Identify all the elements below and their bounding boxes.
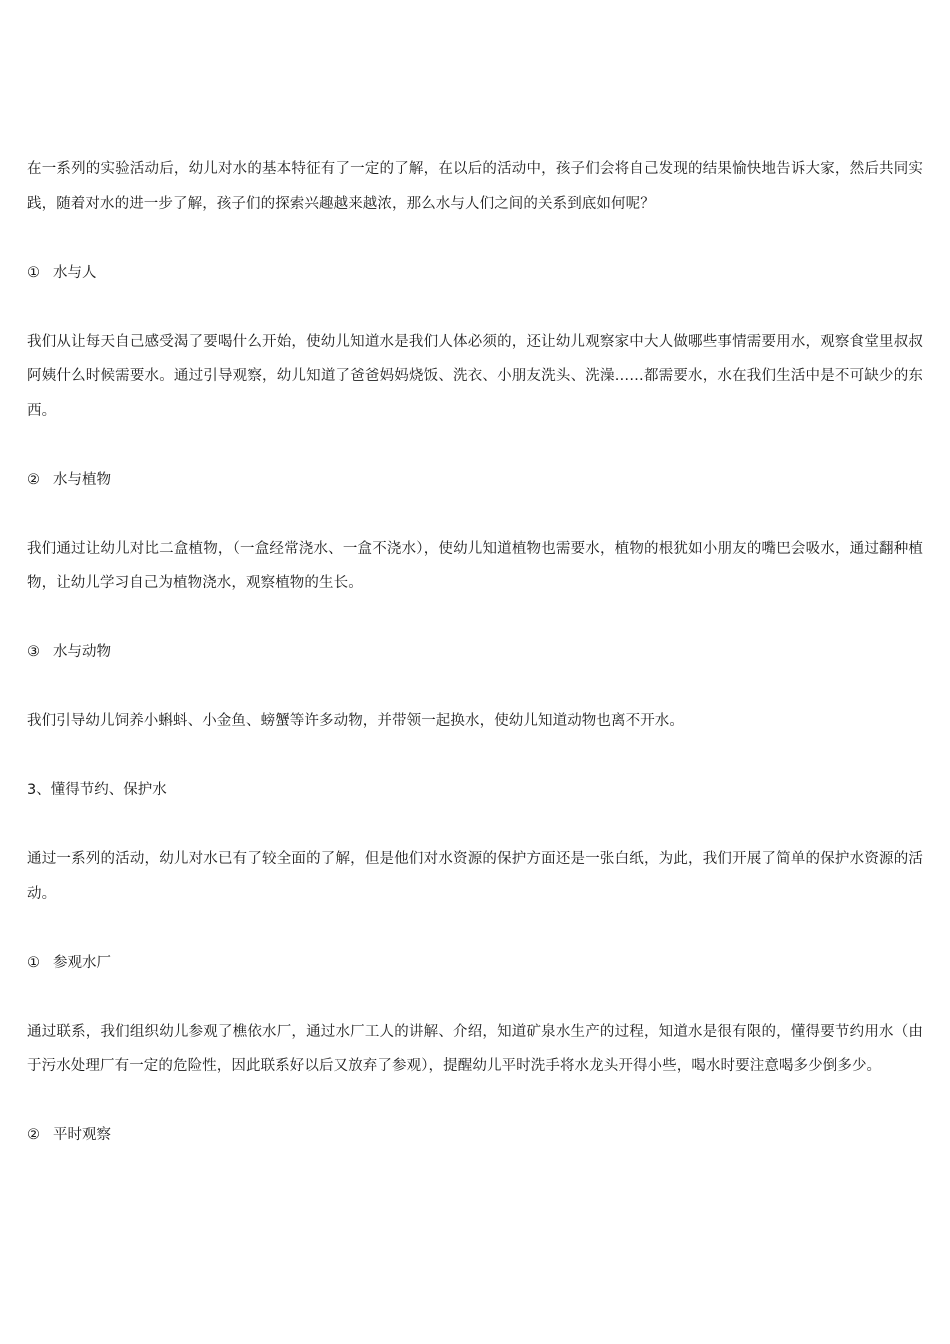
paragraph-intro: 在一系列的实验活动后，幼儿对水的基本特征有了一定的了解，在以后的活动中，孩子们会将自己发现的结果愉快地告诉大家，然后共同实践，随着对水的进一步了解，孩子们的探索兴趣越来越浓，那么水与人们之间的关系到底如何呢？ <box>27 161 923 212</box>
subheading-water-and-animals <box>27 635 923 670</box>
paragraph-water-and-people: 我们从让每天自己感受渴了要喝什么开始，使幼儿知道水是我们人体必须的，还让幼儿观察家中大人做哪些事情需要用水，观察食堂里叔叔阿姨什么时候需要水。通过引导观察，幼儿知道了爸爸妈妈烧饭、洗衣、小朋友洗头、洗澡……都需要水，水在我们生活中是不可缺少的东西。 <box>27 333 923 419</box>
list-marker: ② <box>27 1127 40 1143</box>
subheading-visit-water-plant <box>27 946 923 981</box>
paragraph-visit-water-plant: 通过联系，我们组织幼儿参观了樵依水厂，通过水厂工人的讲解、介绍，知道矿泉水生产的过程，知道水是很有限的，懂得要节约用水（由于污水处理厂有一定的危险性，因此联系好以后又放弃了参观），提醒幼儿平时洗手将水龙头开得小些，喝水时要注意喝多少倒多少。 <box>27 1023 923 1074</box>
list-marker: ③ <box>27 644 40 660</box>
paragraph-water-and-plants: 我们通过让幼儿对比二盒植物，（一盒经常浇水、一盒不浇水），使幼儿知道植物也需要水，植物的根犹如小朋友的嘴巴会吸水，通过翻种植物，让幼儿学习自己为植物浇水，观察植物的生长。 <box>27 540 923 591</box>
section-heading-text: 3、懂得节约、保护水 <box>27 782 167 798</box>
section-heading-save-water <box>27 773 923 808</box>
paragraph-water-and-animals: 我们引导幼儿饲养小蝌蚪、小金鱼、螃蟹等许多动物，并带领一起换水，使幼儿知道动物也离不开水。 <box>27 713 684 729</box>
paragraph-save-water: 通过一系列的活动，幼儿对水已有了较全面的了解，但是他们对水资源的保护方面还是一张白纸，为此，我们开展了简单的保护水资源的活动。 <box>27 851 923 902</box>
subheading-text: 参观水厂 <box>53 954 111 971</box>
subheading-text: 水与人 <box>53 264 97 281</box>
subheading-text: 水与动物 <box>53 644 111 660</box>
subheading-water-and-plants <box>27 463 923 498</box>
subheading-text: 水与植物 <box>53 471 111 488</box>
subheading-daily-observation <box>27 1118 923 1153</box>
subheading-water-and-people <box>27 256 923 291</box>
subheading-text: 平时观察 <box>53 1127 111 1143</box>
list-marker: ② <box>27 471 40 488</box>
document-body <box>27 152 923 1153</box>
list-marker: ① <box>27 954 40 971</box>
list-marker: ① <box>27 264 40 281</box>
